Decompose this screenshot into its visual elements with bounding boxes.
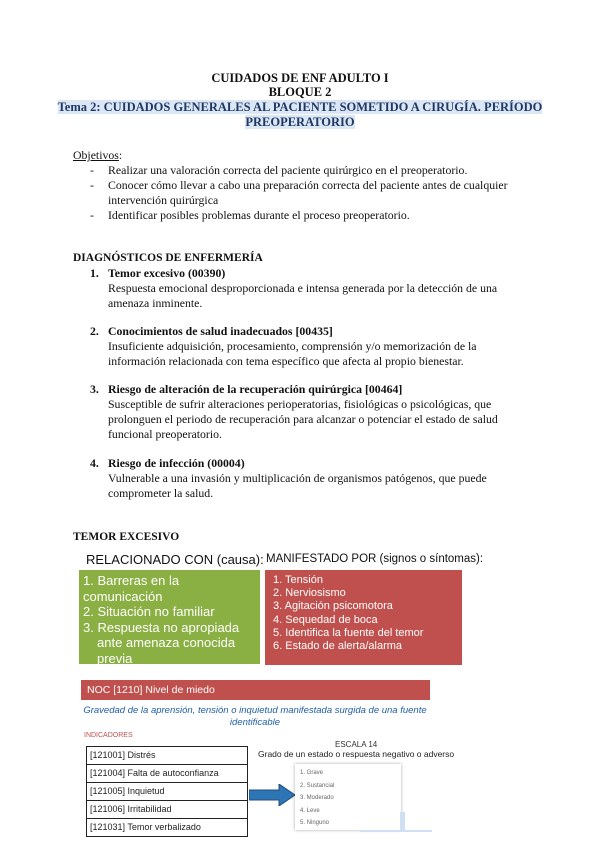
scale-option: 5. Ninguno <box>300 820 330 826</box>
diagnosis-desc: amenaza inminente. <box>108 296 203 310</box>
diagnosis-desc: prolonguen el periodo de recuperación para alcanzar o potenciar el estado de salud <box>108 412 498 426</box>
objectives-list <box>0 163 600 233</box>
indicator-row: [121005] Inquietud <box>86 783 248 801</box>
objectives-label <box>73 148 122 163</box>
objective-text: Conocer cómo llevar a cabo una preparación correcta del paciente antes de cualquier <box>108 178 508 192</box>
manifest-item: 2. Nerviosismo <box>273 587 346 600</box>
scale-accent-line <box>360 830 432 832</box>
noc-definition <box>70 705 440 728</box>
manifest-item: 1. Tensión <box>273 574 323 586</box>
manifest-item: 5. Identifica la fuente del temor <box>273 626 424 639</box>
objective-text: intervención quirúrgica <box>108 193 219 207</box>
diagnosis-desc: Vulnerable a una invasión y multiplicación de organismos patógenos, que puede <box>108 471 487 485</box>
scale-option: 2. Sustancial <box>300 782 335 789</box>
diagnosis-desc: Insuficiente adquisición, procesamiento, comprensión y/o memorización de la <box>108 339 477 353</box>
objectives-label-text: Objetivos <box>73 148 119 162</box>
objective-item-cont <box>108 193 548 208</box>
diagnosis-title: 3. Riesgo de alteración de la recuperación quirúrgica [00464] <box>90 382 403 396</box>
objectives-colon: : <box>118 148 123 162</box>
block-title: BLOQUE 2 <box>268 85 332 99</box>
temor-title: TEMOR EXCESIVO <box>73 531 180 543</box>
scale-option: 4. Leve <box>300 807 320 814</box>
manifest-header: MANIFESTADO POR (signos o síntomas): <box>266 553 484 565</box>
manifest-item: 6. Estado de alerta/alarma <box>273 640 403 653</box>
diagnosis-desc: información relacionada con tema específico que afecta al propio bienestar. <box>108 354 464 368</box>
diagnoses-title: DIAGNÓSTICOS DE ENFERMERÍA <box>73 252 263 264</box>
indicators-label: INDICADORES <box>84 732 133 739</box>
diagnosis-title: 1. Temor excesivo (00390) <box>90 266 226 280</box>
objective-text: Realizar una valoración correcta del paciente quirúrgico en el preoperatorio. <box>108 163 468 177</box>
diagnosis-title: 4. Riesgo de infección (00004) <box>90 456 245 470</box>
noc-definition-line-1: Gravedad de la aprensión, tensión o inquietud manifestada surgida de una fuente <box>83 705 427 716</box>
indicator-row: [121006] Irritabilidad <box>86 801 248 819</box>
scale-accent-bar <box>400 812 405 830</box>
course-title: CUIDADOS DE ENF ADULTO I <box>211 71 389 85</box>
diagnosis-desc: Susceptible de sufrir alteraciones perioperatorias, fisiológicas o psicológicas, que <box>108 397 492 411</box>
topic-title <box>0 100 600 114</box>
manifest-box <box>265 570 462 665</box>
indicator-row: [121031] Temor verbalizado <box>86 819 248 837</box>
related-item: 2. Situación no familiar <box>83 604 215 619</box>
diagnosis-desc: funcional preoperatorio. <box>108 427 222 441</box>
related-item-cont: previa <box>97 650 133 666</box>
related-header: RELACIONADO CON (causa): <box>86 552 264 567</box>
noc-banner: NOC [1210] Nivel de miedo <box>81 680 430 700</box>
manifest-item: 3. Agitación psicomotora <box>273 600 393 613</box>
scale-option: 3. Moderado <box>300 795 334 801</box>
scale-options-box <box>295 764 401 830</box>
objective-item: - Conocer cómo llevar a cabo una preparación correcta del paciente antes de cualquier <box>90 178 508 192</box>
topic-line-1: Tema 2: CUIDADOS GENERALES AL PACIENTE SOMETIDO A CIRUGÍA. PERÍODO <box>57 100 543 114</box>
diagnosis-desc: comprometer la salud. <box>108 486 214 500</box>
related-item: 1. Barreras en la comunicación <box>83 573 180 604</box>
indicator-row: [121004] Falta de autoconfianza <box>86 765 248 783</box>
indicators-table <box>86 746 248 837</box>
scale-option: 1. Grave <box>300 770 324 776</box>
scale-subtitle: Grado de un estado o respuesta negativo o adverso <box>258 749 455 759</box>
related-item: 3. Respuesta no apropiada <box>83 619 240 635</box>
indicator-row: [121001] Distrés <box>86 746 248 765</box>
topic-line-2: PREOPERATORIO <box>245 115 355 129</box>
diagnosis-desc: Respuesta emocional desproporcionada e intensa generada por la detección de una <box>108 281 498 295</box>
topic-title-2 <box>0 115 600 129</box>
objective-item: - Identificar posibles problemas durante el proceso preoperatorio. <box>90 208 410 222</box>
related-box <box>79 570 260 664</box>
related-item-cont: ante amenaza conocida <box>97 635 236 650</box>
diagnosis-title: 2. Conocimientos de salud inadecuados [00435] <box>90 324 333 338</box>
arrow-right-icon <box>249 784 295 806</box>
noc-definition-line-2: identificable <box>229 716 281 728</box>
scale-title: ESCALA 14 <box>335 740 378 749</box>
objective-text: Identificar posibles problemas durante el proceso preoperatorio. <box>108 208 410 222</box>
manifest-item: 4. Sequedad de boca <box>273 613 378 626</box>
objective-item: - Realizar una valoración correcta del paciente quirúrgico en el preoperatorio. <box>90 163 468 177</box>
